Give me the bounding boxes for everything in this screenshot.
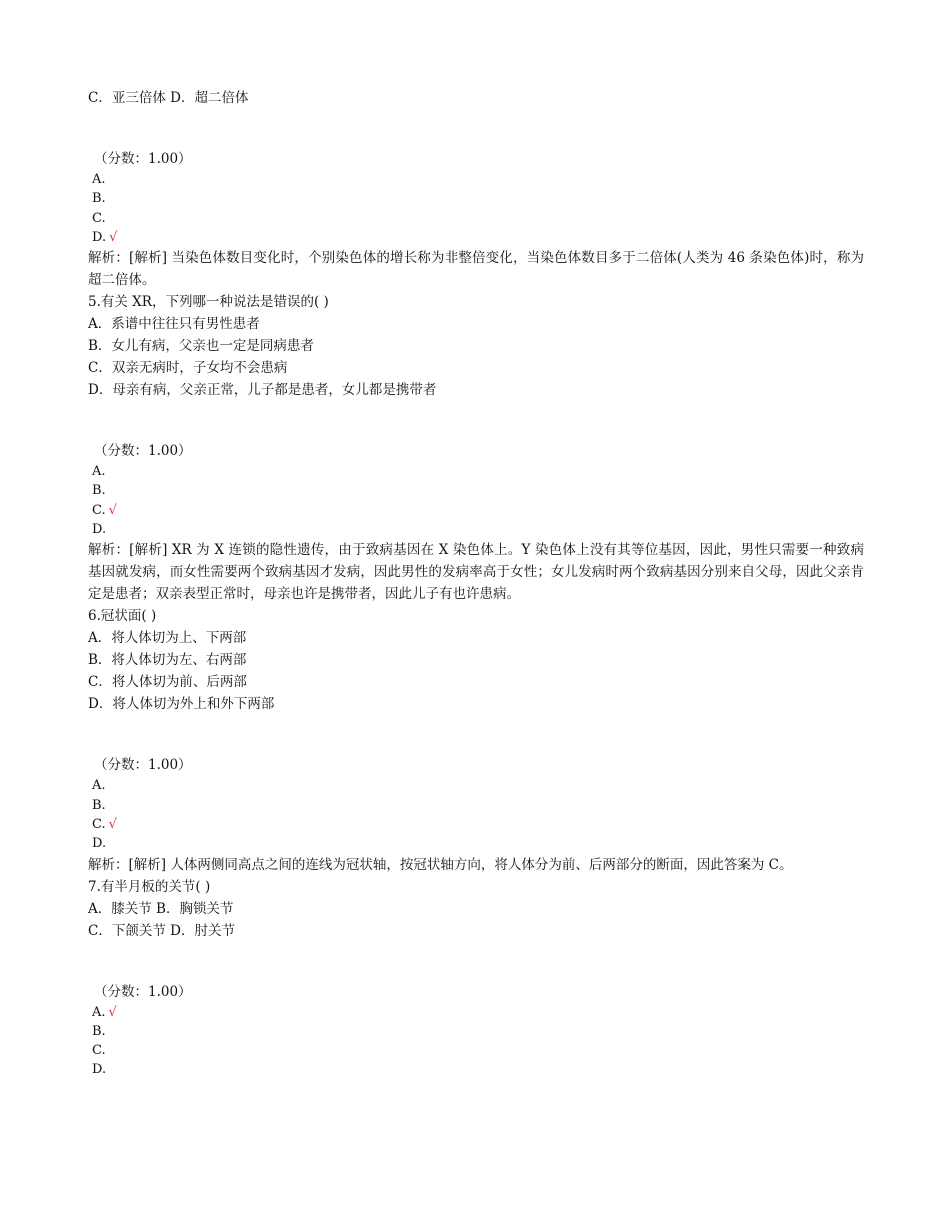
answer-option: B. (92, 797, 106, 813)
question-title: 5.有关 XR，下列哪一种说法是错误的( ) (88, 294, 329, 311)
answer-option: D. (92, 1062, 107, 1078)
exam-document (88, 87, 864, 1080)
explanation: 解析：[解析] 当染色体数目变化时，个别染色体的增长称为非整倍变化，当染色体数目多于二倍体(人类为 46 条染色体)时，称为超二倍体。 (88, 250, 864, 289)
question-block (88, 87, 864, 291)
answer-option: A. (92, 464, 106, 480)
score-label: （分数：1.00） (94, 983, 192, 1000)
option-line: A．系谱中往往只有男性患者 (88, 316, 260, 333)
correct-check-icon: √ (108, 1004, 117, 1020)
option-line: D．母亲有病，父亲正常，儿子都是患者，女儿都是携带者 (88, 382, 437, 399)
option-line: A．将人体切为上、下两部 (88, 630, 247, 647)
question-block (88, 291, 864, 605)
answer-option: D. (92, 836, 107, 852)
answer-option: A. (92, 778, 106, 794)
option-line: D．将人体切为外上和外下两部 (88, 696, 275, 713)
question-title: 7.有半月板的关节( ) (88, 878, 211, 895)
explanation: 解析：[解析] 人体两侧同高点之间的连线为冠状轴，按冠状轴方向，将人体分为前、后两部分的断面，因此答案为 C。 (88, 856, 793, 873)
answer-option: A. √ (92, 1004, 117, 1020)
option-line: C．下颌关节 D．肘关节 (88, 922, 235, 939)
question-title: 6.冠状面( ) (88, 608, 157, 625)
answer-option: B. (92, 1023, 106, 1039)
correct-check-icon: √ (108, 502, 117, 518)
answer-option: B. (92, 191, 106, 207)
option-line: C．亚三倍体 D．超二倍体 (88, 90, 249, 106)
option-line: C．将人体切为前、后两部 (88, 674, 247, 691)
answer-option: C. √ (92, 502, 117, 518)
answer-option: B. (92, 483, 106, 499)
answer-option: C. √ (92, 816, 117, 832)
option-line: B．女儿有病，父亲也一定是同病患者 (88, 338, 314, 355)
question-block (88, 605, 864, 875)
answer-option: D. (92, 522, 107, 538)
option-line: C．双亲无病时，子女均不会患病 (88, 360, 288, 377)
answer-option: D. √ (92, 229, 118, 245)
correct-check-icon: √ (109, 229, 118, 245)
explanation: 解析：[解析] XR 为 X 连锁的隐性遗传，由于致病基因在 X 染色体上。Y 染色体上没有其等位基因，因此，男性只需要一种致病基因就发病，而女性需要两个致病基因才发病，因此男性的发病率高于女性；女儿发病时两个致病基因分别来自父母，因此父亲肯定是患者；双亲表型正常时，母亲也许是携带者，因此儿子有也许患病。 (88, 542, 864, 603)
answer-option: C. (92, 1043, 106, 1059)
answer-option: A. (92, 172, 106, 187)
score-label: （分数：1.00） (94, 151, 192, 167)
correct-check-icon: √ (108, 816, 117, 832)
question-block (88, 876, 864, 1080)
score-label: （分数：1.00） (94, 757, 192, 774)
option-line: A．膝关节 B．胸锁关节 (88, 900, 234, 917)
option-line: B．将人体切为左、右两部 (88, 652, 247, 669)
score-label: （分数：1.00） (94, 443, 192, 460)
answer-option: C. (92, 210, 106, 226)
